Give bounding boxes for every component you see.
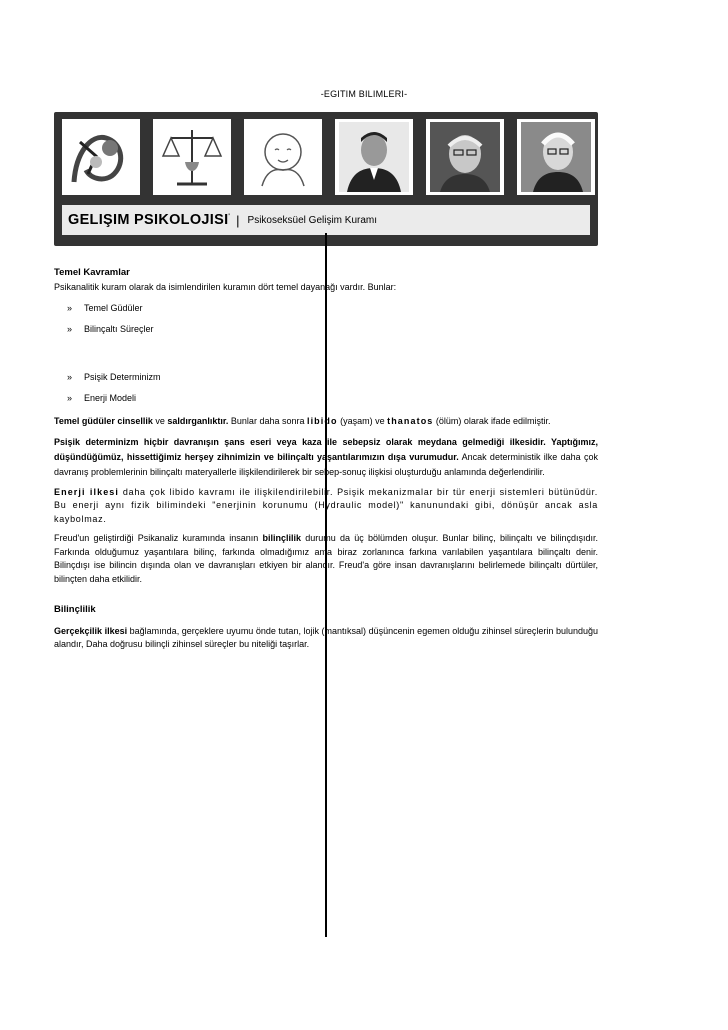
text-run: bağlamında, gerçeklere uyumu önde tutan, lojik (mantıksal) düşüncenin egemen olduğu zihinsel süreçlerin bulunduğu alandır, Daha doğrusu bilinçli zihinsel süreçler bu niteliği taşırlar. — [54, 625, 598, 649]
list-item — [54, 298, 598, 319]
text-run: (yaşam) ve — [337, 416, 388, 426]
text-run: (ölüm) olarak ifade edilmiştir. — [433, 416, 551, 426]
portrait-man-2-icon — [426, 119, 504, 195]
list-item-label: Psişik Determinizm — [84, 371, 161, 382]
paragraph-bilinclilik-intro — [54, 532, 598, 586]
abstract-art-icon — [62, 119, 140, 195]
paragraph-psisik-determinizm — [54, 435, 598, 480]
page-header-note: -EGITIM BILIMLERI- — [320, 89, 408, 99]
term-psisik-determinizm: Psişik determinizm hiçbir davranışın şans eseri veya kaza ile sebepsiz olarak meydana gelmediği ilkesidir. Yaptığımız, düşündüğümüz, hissettiğimiz herşey zihnimizin ve bilinçaltı yaşantılarımızın dışa vurumudur. — [54, 436, 598, 462]
paragraph-enerji-ilkesi — [54, 486, 598, 527]
baby-sketch-icon — [244, 119, 322, 195]
concept-list — [54, 298, 598, 409]
document-title: GELIŞIM PSIKOLOJISI' — [68, 212, 231, 228]
term-bilinclilik: bilinçlilik — [262, 533, 302, 543]
portrait-man-1-icon — [335, 119, 413, 195]
bullet-icon: » — [67, 302, 73, 313]
document-body — [54, 266, 598, 652]
text-run: ve — [152, 416, 168, 426]
title-separator: | — [236, 212, 240, 228]
text-run: durumu da üç bölümden oluşur. Bunlar bilinç, bilinçaltı ve bilinçdışıdır. Farkında olduğumuz yaşantılara bilinç, farkında olmadığımız ama biraz zorlanınca farkına varılabilen yaşantılara bilinçaltı denir. Bilinçdışı ise bilincin dışında olan ve davranışları etkiyen bir alandır. Freud'a göre insan davranışlarını belirlemede bilinçaltı dürtüler, bilinçten daha etkilidir. — [54, 533, 598, 584]
term-gercekcilik-ilkesi: Gerçekçilik ilkesi — [54, 625, 128, 636]
term-temel-guduler: Temel güdüler cinsellik — [54, 416, 153, 426]
text-run: Freud'un geliştirdiği Psikanaliz kuramında insanın — [54, 533, 263, 543]
term-saldirganlik: saldırganlıktır. — [167, 416, 229, 426]
text-run: Bunlar daha sonra — [228, 416, 307, 426]
list-item — [54, 367, 598, 388]
term-thanatos: thanatos — [387, 416, 434, 426]
text-run: daha çok libido kavramı ile ilişkilendirilebilir. Psişik mekanizmalar bir tür enerji sistemleri bütünüdür. Bu enerji aynı fizik bilimindeki "enerjinin korunumu (Hydraulic model)" kanunundaki gibi, dönüşür ancak asla kaybolmaz. — [54, 486, 598, 524]
term-enerji-ilkesi: Enerji ilkesi — [54, 486, 120, 497]
bullet-icon: » — [67, 371, 73, 382]
list-item — [54, 388, 598, 409]
banner — [54, 112, 598, 246]
term-libido: libido — [306, 416, 338, 426]
paragraph-temel-gudler — [54, 415, 598, 429]
banner-title-bar — [62, 205, 590, 235]
list-item-label: Temel Güdüler — [84, 302, 143, 313]
bullet-icon: » — [67, 323, 73, 334]
list-item-label: Bilinçaltı Süreçler — [84, 323, 154, 334]
list-spacer — [54, 340, 598, 367]
section-title-temel-kavramlar: Temel Kavramlar — [54, 267, 130, 278]
document-subtitle: Psikoseksüel Gelişim Kuramı — [247, 214, 378, 226]
list-item-label: Enerji Modeli — [84, 392, 137, 403]
portrait-man-3-icon — [517, 119, 595, 195]
list-item — [54, 319, 598, 340]
text-run: Ancak deterministik ilke daha çok davranış problemlerinin bilinçaltı materyallerle ilişkilendirilerek bir sebep-sonuç ilişkisi oluşturduğu anlamında değerlendirilir. — [54, 451, 598, 477]
intro-paragraph: Psikanalitik kuram olarak da isimlendirilen kuramın dört temel dayanağı vardır. Bunlar: — [54, 281, 397, 292]
bullet-icon: » — [67, 392, 73, 403]
paragraph-gercekcilik — [54, 625, 598, 652]
section-title-bilinclilik: Bilinçlilik — [54, 604, 96, 615]
scales-drawing-icon — [153, 119, 231, 195]
